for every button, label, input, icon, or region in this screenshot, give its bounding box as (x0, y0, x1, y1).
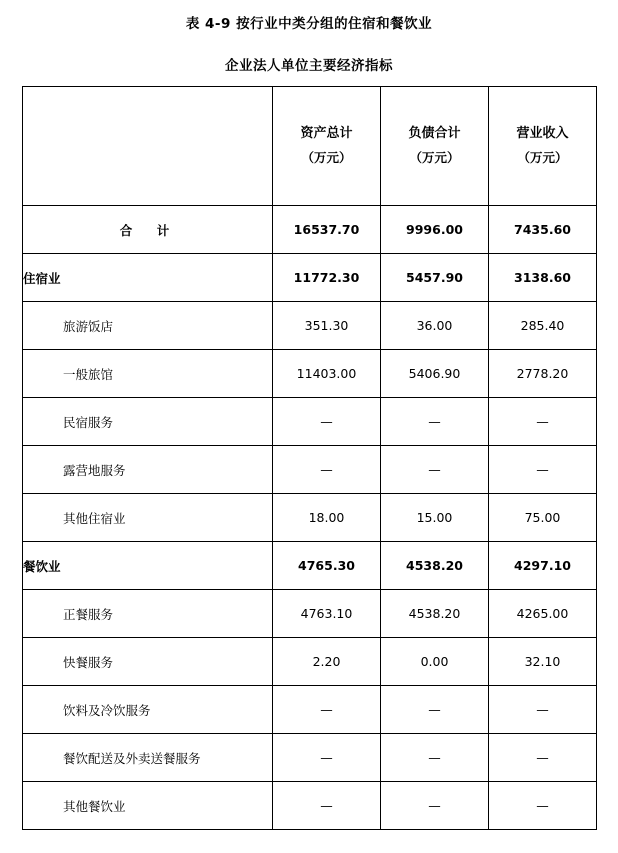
row-value-revenue: — (489, 734, 597, 782)
row-value-liabilities: 5457.90 (381, 254, 489, 302)
header-cell-liabilities (381, 87, 489, 206)
table-row (23, 590, 597, 638)
table-row (23, 782, 597, 830)
row-value-assets: 11772.30 (273, 254, 381, 302)
row-value-assets: 351.30 (273, 302, 381, 350)
row-value-liabilities: 4538.20 (381, 542, 489, 590)
row-label: 其他住宿业 (23, 494, 273, 542)
table-row (23, 494, 597, 542)
header-liabilities-name: 负债合计 (408, 125, 461, 141)
row-value-liabilities: — (381, 686, 489, 734)
header-revenue-name: 营业收入 (516, 125, 569, 141)
table-row (23, 206, 597, 254)
row-label: 一般旅馆 (23, 350, 273, 398)
table-row (23, 542, 597, 590)
row-value-revenue: — (489, 686, 597, 734)
row-value-liabilities: — (381, 446, 489, 494)
row-value-assets: 2.20 (273, 638, 381, 686)
table-header (23, 87, 597, 206)
page-subtitle: 企业法人单位主要经济指标 (225, 58, 393, 74)
header-liabilities-unit: （万元） (409, 150, 460, 166)
row-value-assets: 16537.70 (273, 206, 381, 254)
row-value-revenue: 285.40 (489, 302, 597, 350)
header-cell-label (23, 87, 273, 206)
statistics-table-wrapper (22, 86, 596, 830)
row-value-revenue: 2778.20 (489, 350, 597, 398)
header-revenue-unit: （万元） (517, 150, 568, 166)
table-row (23, 350, 597, 398)
row-value-revenue: — (489, 782, 597, 830)
statistics-table (22, 86, 597, 830)
row-label: 快餐服务 (23, 638, 273, 686)
row-value-liabilities: 0.00 (381, 638, 489, 686)
row-value-assets: — (273, 398, 381, 446)
table-row (23, 638, 597, 686)
row-value-assets: — (273, 446, 381, 494)
table-row (23, 398, 597, 446)
row-value-liabilities: — (381, 398, 489, 446)
header-row (23, 87, 597, 206)
row-label: 民宿服务 (23, 398, 273, 446)
header-cell-assets (273, 87, 381, 206)
row-value-assets: — (273, 734, 381, 782)
table-row (23, 254, 597, 302)
row-label: 合 计 (23, 206, 273, 254)
row-label: 饮料及冷饮服务 (23, 686, 273, 734)
row-value-revenue: 4297.10 (489, 542, 597, 590)
row-value-liabilities: — (381, 734, 489, 782)
row-label: 餐饮配送及外卖送餐服务 (23, 734, 273, 782)
table-row (23, 302, 597, 350)
row-value-revenue: 4265.00 (489, 590, 597, 638)
row-value-revenue: — (489, 446, 597, 494)
table-row (23, 446, 597, 494)
row-label: 正餐服务 (23, 590, 273, 638)
row-value-liabilities: 15.00 (381, 494, 489, 542)
row-label: 住宿业 (23, 254, 273, 302)
header-cell-revenue (489, 87, 597, 206)
row-value-revenue: 32.10 (489, 638, 597, 686)
row-value-revenue: 7435.60 (489, 206, 597, 254)
row-label: 旅游饭店 (23, 302, 273, 350)
document-page (0, 12, 618, 853)
header-assets-unit: （万元） (301, 150, 352, 166)
row-value-liabilities: 36.00 (381, 302, 489, 350)
table-row (23, 686, 597, 734)
row-value-liabilities: 9996.00 (381, 206, 489, 254)
row-value-assets: 18.00 (273, 494, 381, 542)
row-value-assets: — (273, 782, 381, 830)
row-value-revenue: 75.00 (489, 494, 597, 542)
page-title: 表 4-9 按行业中类分组的住宿和餐饮业 (185, 16, 433, 32)
table-body (23, 206, 597, 830)
row-label: 餐饮业 (23, 542, 273, 590)
header-assets-name: 资产总计 (300, 125, 353, 141)
row-value-assets: 4765.30 (273, 542, 381, 590)
row-label: 其他餐饮业 (23, 782, 273, 830)
row-label: 露营地服务 (23, 446, 273, 494)
table-row (23, 734, 597, 782)
row-value-revenue: 3138.60 (489, 254, 597, 302)
row-value-revenue: — (489, 398, 597, 446)
row-value-assets: 4763.10 (273, 590, 381, 638)
row-value-assets: 11403.00 (273, 350, 381, 398)
row-value-liabilities: 4538.20 (381, 590, 489, 638)
row-value-assets: — (273, 686, 381, 734)
row-value-liabilities: — (381, 782, 489, 830)
row-value-liabilities: 5406.90 (381, 350, 489, 398)
